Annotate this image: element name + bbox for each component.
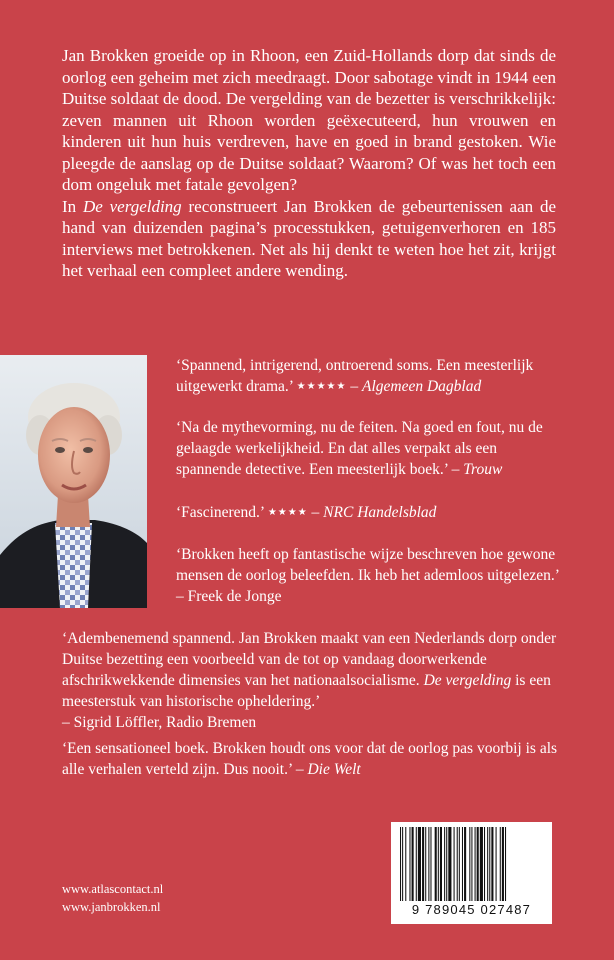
blurb-paragraph-1: Jan Brokken groeide op in Rhoon, een Zuid-Hollands dorp dat sinds de oorlog een geheim met zich meedraagt. Door sabotage vindt in 1944 een Duitse soldaat de dood. De vergelding van de bezetter is verschrikkelijk: zeven mannen uit Rhoon worden geëxecuteerd, hun vrouwen en kinderen uit hun huis verdreven, have en goed in brand gestoken. Wie pleegde de aanslag op de Duitse soldaat? Waarom? Of was het toch een dom ongeluk met fatale gevolgen? xyxy=(62,46,556,194)
barcode-bar xyxy=(505,827,506,901)
blurb-paragraph-2-rest: reconstrueert Jan Brokken de gebeurtenissen aan de hand van duizenden pagina’s processtukken, getuigenverhoren en 185 interviews met betrokkenen. Net als hij denkt te weten hoe het zit, krijgt het verhaal een compleet andere wending. xyxy=(62,196,556,280)
quote-source: Die Welt xyxy=(307,761,361,778)
barcode-bar xyxy=(500,827,501,901)
barcode-bar xyxy=(440,827,442,901)
publisher-url[interactable]: www.atlascontact.nl xyxy=(62,882,164,896)
book-title-italic: De vergelding xyxy=(423,672,512,689)
review-quote-die-welt xyxy=(62,738,562,780)
isbn-barcode xyxy=(391,822,552,924)
barcode-bar xyxy=(428,827,429,901)
star-rating: ★★★★ xyxy=(267,507,308,518)
barcode-bar xyxy=(409,827,410,901)
barcode-bar xyxy=(502,827,504,901)
review-quote-trouw xyxy=(176,417,566,480)
barcode-bar xyxy=(489,827,490,901)
barcode-bar xyxy=(444,827,445,901)
blurb-paragraph-2-prefix: In xyxy=(62,196,83,216)
barcode-bar xyxy=(491,827,493,901)
review-quote-freek-de-jonge xyxy=(176,544,566,607)
quote-source: Trouw xyxy=(463,461,503,478)
star-rating: ★★★★★ xyxy=(296,381,347,392)
quote-text: ‘Spannend, intrigerend, ontroerend soms. Een meesterlijk uitgewerkt drama.’ xyxy=(176,357,534,395)
quote-text: ‘Adembenemend spannend. Jan Brokken maakt van een Nederlands dorp onder Duitse bezetting een voorbeeld van de tot op vandaag doorwerkende afschrikwekkende dimensies van het nationaalsocialisme. xyxy=(62,630,557,689)
barcode-bars xyxy=(397,827,546,901)
barcode-bar xyxy=(438,827,439,901)
barcode-bar xyxy=(425,827,426,901)
quote-text: ‘Brokken heeft op fantastische wijze beschreven hoe gewone mensen de oorlog beleefden. Ik heb het ademloos uitgelezen.’ – Freek de Jonge xyxy=(176,546,559,605)
barcode-bar xyxy=(448,827,451,901)
review-quote-ad: ‘Spannend, intrigerend, ontroerend soms. Een meesterlijk uitgewerkt drama.’ ★★★★★ – Algemeen Dagblad xyxy=(176,357,534,395)
barcode-bar xyxy=(469,827,470,901)
barcode-bar xyxy=(459,827,460,901)
back-cover-blurb xyxy=(62,45,556,282)
barcode-bar xyxy=(496,827,497,901)
barcode-bar xyxy=(402,827,403,901)
barcode-bar xyxy=(464,827,466,901)
quote-text: ‘Na de mythevorming, nu de feiten. Na goed en fout, nu de gelaagde werkelijkheid. En dat alles verpakt als een spannende detective. Een meesterlijk boek.’ – xyxy=(176,419,543,478)
barcode-bar xyxy=(405,827,406,901)
barcode-bar xyxy=(480,827,483,901)
barcode-bar xyxy=(484,827,485,901)
review-quote-nrc: ‘Fascinerend.’ ★★★★ – NRC Handelsblad xyxy=(176,504,437,521)
author-url[interactable]: www.janbrokken.nl xyxy=(62,900,161,914)
website-links xyxy=(62,880,163,916)
barcode-bar xyxy=(471,827,472,901)
barcode-bar xyxy=(454,827,455,901)
barcode-bar xyxy=(418,827,421,901)
barcode-bar xyxy=(475,827,476,901)
barcode-bar xyxy=(446,827,447,901)
barcode-bar xyxy=(412,827,414,901)
barcode-bar xyxy=(457,827,458,901)
quote-source: – Sigrid Löffler, Radio Bremen xyxy=(62,714,257,731)
blurb-paragraph-2 xyxy=(62,196,556,282)
barcode-bar xyxy=(400,827,401,901)
quote-source: NRC Handelsblad xyxy=(323,504,437,521)
barcode-bar xyxy=(462,827,463,901)
isbn-number: 9 789045 027487 xyxy=(411,902,532,917)
book-title-italic: De vergelding xyxy=(82,196,182,216)
barcode-bar xyxy=(416,827,417,901)
barcode-bar xyxy=(422,827,424,901)
quote-text: ‘Fascinerend.’ xyxy=(176,504,268,521)
barcode-bar xyxy=(430,827,431,901)
quote-text-continued: is een meesterstuk van historische opheldering.’ xyxy=(62,672,551,710)
barcode-bar xyxy=(435,827,437,901)
barcode-bar xyxy=(487,827,488,901)
author-photo xyxy=(0,355,147,608)
review-quote-radio-bremen xyxy=(62,628,562,733)
quote-source: Algemeen Dagblad xyxy=(361,378,482,395)
barcode-bar xyxy=(477,827,479,901)
quote-text: ‘Een sensationeel boek. Brokken houdt ons voor dat de oorlog pas voorbij is als alle verhalen verteld zijn. Dus nooit.’ – xyxy=(62,740,558,778)
